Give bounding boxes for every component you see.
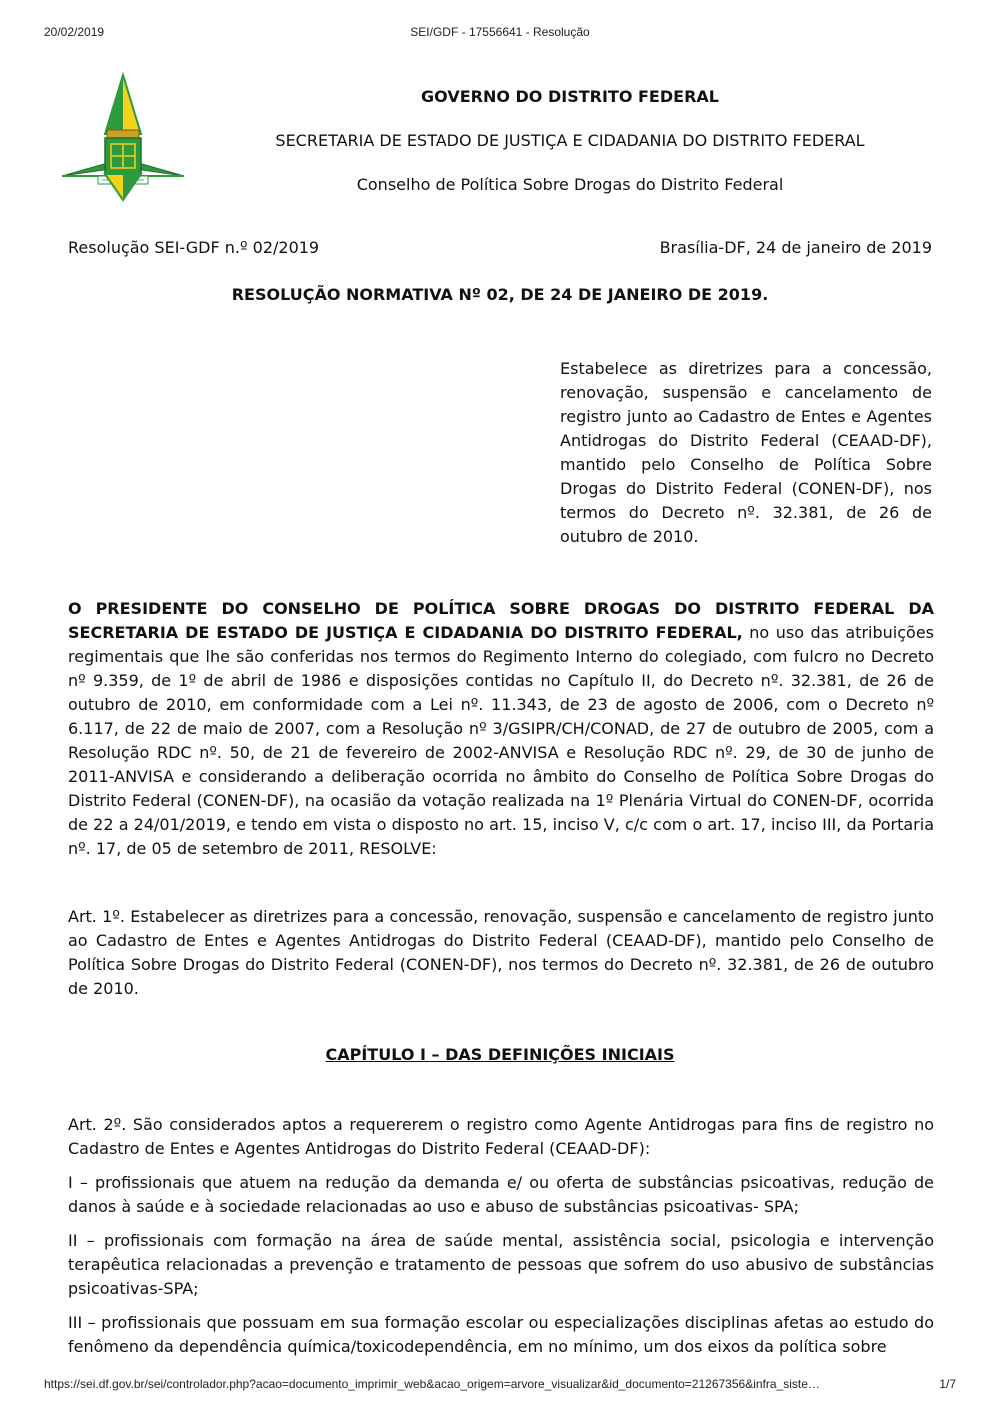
document-reference: Resolução SEI-GDF n.º 02/2019 bbox=[68, 238, 320, 257]
ementa: Estabelece as diretrizes para a concessão, renovação, suspensão e cancelamento de registro junto ao Cadastro de Entes e Agentes Antidrogas do Distrito Federal (CEAAD-DF), mantido pelo Conselho de Política Sobre Drogas do Distrito Federal (CONEN-DF), nos termos do Decreto nº. 32.381, de 26 de outubro de 2010. bbox=[560, 359, 932, 546]
inciso-2: II – profissionais com formação na área de saúde mental, assistência social, psicologia e intervenção terapêutica relacionadas a prevenção e tratamento de pessoas que sofrem do uso abusivo de substâncias psicoativas-SPA; bbox=[68, 1231, 934, 1298]
print-page-number: 1/7 bbox=[939, 1377, 956, 1391]
print-url: https://sei.df.gov.br/sei/controlador.php?acao=documento_imprimir_web&acao_origem=arvore_visualizar&id_documento=21267356&infra_siste… bbox=[44, 1377, 820, 1391]
preamble bbox=[68, 597, 934, 861]
coat-of-arms-drawing bbox=[58, 72, 188, 202]
preamble-text: no uso das atribuições regimentais que lhe são conferidas nos termos do Regimento Interno do colegiado, com fulcro no Decreto nº 9.359, de 1º de abril de 1986 e disposições contidas no Capítulo II, do Decreto nº. 32.381, de 26 de outubro de 2010, em conformidade com a Lei nº. 11.343, de 23 de agosto de 2006, com o Decreto nº 6.117, de 22 de maio de 2007, com a Resolução nº 3/GSIPR/CH/CONAD, de 27 de outubro de 2005, com a Resolução RDC nº. 50, de 21 de fevereiro de 2002-ANVISA e Resolução RDC nº. 29, de 30 de junho de 2011-ANVISA e considerando a deliberação ocorrida no âmbito do Conselho de Política Sobre Drogas do Distrito Federal (CONEN-DF), na ocasião da votação realizada na 1º Plenária Virtual do CONEN-DF, ocorrida de 22 a 24/01/2019, e tendo em vista o disposto no art. 15, inciso V, c/c com o art. 17, inciso III, da Portaria nº. 17, de 05 de setembro de 2011, RESOLVE: bbox=[68, 623, 934, 858]
inciso-1: I – profissionais que atuem na redução da demanda e/ ou oferta de substâncias psicoativas, redução de danos à saúde e à sociedade relacionadas ao uso e abuso de substâncias psicoativas- SPA; bbox=[68, 1173, 934, 1216]
council-name: Conselho de Política Sobre Drogas do Distrito Federal bbox=[356, 175, 784, 194]
df-coat-of-arms-icon bbox=[58, 72, 188, 202]
print-title: SEI/GDF - 17556641 - Resolução bbox=[410, 25, 590, 39]
preamble-authority: O PRESIDENTE DO CONSELHO DE POLÍTICA SOBRE DROGAS DO DISTRITO FEDERAL DA SECRETARIA DE ESTADO DE JUSTIÇA E CIDADANIA DO DISTRITO FEDERAL, bbox=[68, 599, 934, 642]
government-name: GOVERNO DO DISTRITO FEDERAL bbox=[421, 87, 719, 106]
secretariat-name: SECRETARIA DE ESTADO DE JUSTIÇA E CIDADANIA DO DISTRITO FEDERAL bbox=[275, 131, 865, 150]
inciso-3: III – profissionais que possuam em sua formação escolar ou especializações disciplinas afetas ao estudo do fenômeno da dependência química/toxicodependência, em no mínimo, um dos eixos da política sobre bbox=[68, 1313, 934, 1356]
article-1: Art. 1º. Estabelecer as diretrizes para a concessão, renovação, suspensão e cancelamento de registro junto ao Cadastro de Entes e Agentes Antidrogas do Distrito Federal (CEAAD-DF), mantido pelo Conselho de Política Sobre Drogas do Distrito Federal (CONEN-DF), nos termos do Decreto nº. 32.381, de 26 de outubro de 2010. bbox=[68, 907, 934, 998]
article-2: Art. 2º. São considerados aptos a requererem o registro como Agente Antidrogas para fins de registro no Cadastro de Entes e Agentes Antidrogas do Distrito Federal (CEAAD-DF): bbox=[68, 1115, 934, 1158]
print-date: 20/02/2019 bbox=[44, 25, 105, 39]
place-date: Brasília-DF, 24 de janeiro de 2019 bbox=[659, 238, 932, 257]
chapter-heading: CAPÍTULO I – DAS DEFINIÇÕES INICIAIS bbox=[325, 1045, 675, 1064]
document-title: RESOLUÇÃO NORMATIVA Nº 02, DE 24 DE JANEIRO DE 2019. bbox=[231, 285, 769, 304]
